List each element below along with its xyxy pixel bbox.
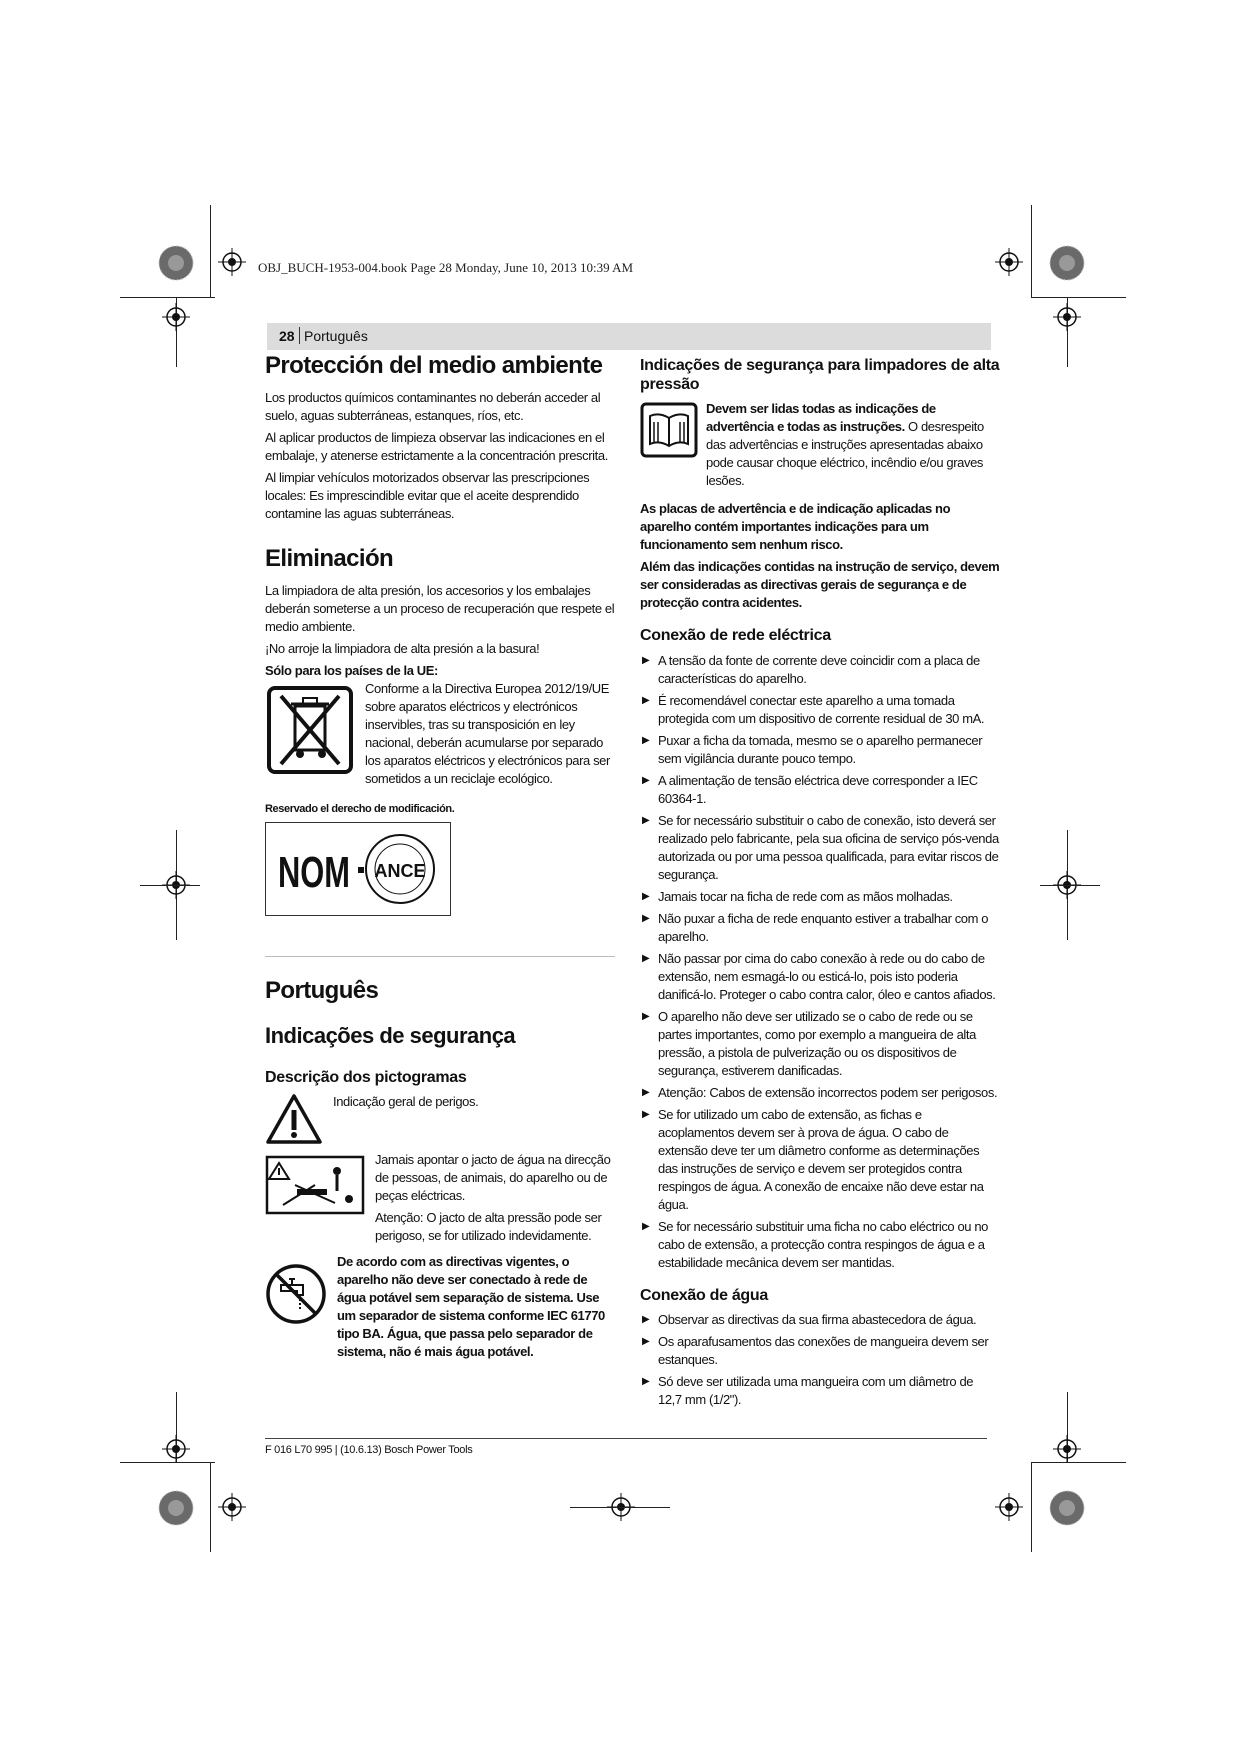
disposal-paragraph: La limpiadora de alta presión, los accesorios y los embalajes deberán someterse a un proceso de recuperación que respete el medio ambiente. [265, 582, 615, 634]
disposal-paragraph: ¡No arroje la limpiadora de alta presión a la basura! [265, 640, 540, 656]
color-calibration-wheel-icon [1049, 245, 1085, 281]
bullet-arrow-icon: ▶ [642, 1108, 650, 1120]
bullet-arrow-icon: ▶ [642, 1375, 650, 1387]
water-jet-row [265, 1151, 615, 1249]
safety-title: Indicações de segurança [265, 1023, 516, 1049]
list-item: ▶ Se for utilizado um cabo de extensão, as fichas e acoplamentos devem ser à prova de água. O cabo de extensão deve ter um diâmetro conforme as determinações das instruções de serviço e devem ser protegidos contra respingos de água. A conexão de encaixe não deve estar na água. [642, 1106, 984, 1212]
no-drinking-water-connection-icon [265, 1263, 327, 1325]
section-language: Português [304, 328, 368, 344]
water-connection-list [640, 1311, 1000, 1409]
registration-mark-icon [995, 248, 1023, 276]
bullet-arrow-icon: ▶ [642, 734, 650, 746]
color-calibration-wheel-icon [1049, 1490, 1085, 1526]
general-danger-row [265, 1093, 615, 1145]
registration-mark-icon [162, 1435, 190, 1463]
list-item: ▶ Atenção: Cabos de extensão incorrectos podem ser perigosos. [642, 1084, 998, 1100]
list-item: ▶ Puxar a ficha da tomada, mesmo se o aparelho permanecer sem vigilância durante pouco tempo. [642, 732, 983, 766]
list-item: ▶ Observar as directivas da sua firma abastecedora de água. [642, 1311, 977, 1327]
bullet-arrow-icon: ▶ [642, 694, 650, 706]
list-item: ▶ Não puxar a ficha de rede enquanto estiver a trabalhar com o aparelho. [642, 910, 989, 944]
ance-logo-text: ANCE [374, 860, 426, 881]
bullet-arrow-icon: ▶ [642, 1220, 650, 1232]
footer-text: F 016 L70 995 | (10.6.13) Bosch Power Tools [265, 1444, 473, 1456]
list-item: ▶ A tensão da fonte de corrente deve coincidir com a placa de características do aparelho. [642, 652, 980, 686]
bullet-arrow-icon: ▶ [642, 952, 650, 964]
separator [299, 327, 300, 344]
list-item: ▶ Os aparafusamentos das conexões de mangueira devem ser estanques. [642, 1333, 989, 1367]
bullet-arrow-icon: ▶ [642, 912, 650, 924]
list-item: ▶ Não passar por cima do cabo conexão à rede ou do cabo de extensão, nem esmagá-lo ou esticá-lo, pois isto poderia danificá-lo. Proteger o cabo contra calor, óleo e cantos afiados. [642, 950, 996, 1002]
nom-logo-text: NOM [278, 847, 350, 897]
section-bar [267, 323, 991, 350]
color-calibration-wheel-icon [158, 245, 194, 281]
registration-mark-icon [1053, 303, 1081, 331]
registration-mark-icon [995, 1493, 1023, 1521]
read-manual-icon [640, 402, 698, 458]
read-instructions-text [706, 400, 1000, 490]
nom-ance-logo-box [265, 822, 451, 916]
mains-connection-list [640, 652, 1000, 1272]
section-divider [265, 956, 615, 957]
bullet-arrow-icon: ▶ [642, 890, 650, 902]
water-jet-text [375, 1151, 615, 1249]
env-title: Protección del medio ambiente [265, 352, 603, 379]
list-item: ▶ É recomendável conectar este aparelho a uma tomada protegida com um dispositivo de corrente residual de 30 mA. [642, 692, 985, 726]
right-column [640, 356, 1000, 1413]
eu-only-label: Sólo para los países de la UE: [265, 662, 438, 678]
bullet-arrow-icon: ▶ [642, 1086, 650, 1098]
registration-mark-icon [218, 1493, 246, 1521]
bullet-arrow-icon: ▶ [642, 1010, 650, 1022]
page-number: 28 [279, 328, 295, 344]
list-item: ▶ O aparelho não deve ser utilizado se o cabo de rede ou se partes importantes, como por exemplo a mangueira de alta pressão, a pistola de pulverização ou os dispositivos de segurança, estiverem danificadas. [642, 1008, 976, 1078]
crossed-out-bin-icon [265, 684, 355, 776]
env-paragraph: Los productos químicos contaminantes no deberán acceder al suelo, aguas subterráneas, estanques, ríos, etc. [265, 389, 601, 423]
registration-mark-icon [218, 248, 246, 276]
footer-rule [265, 1438, 987, 1439]
left-column [265, 352, 615, 1369]
water-jet-warning-icon [265, 1155, 365, 1215]
color-calibration-wheel-icon [158, 1490, 194, 1526]
general-danger-text: Indicação geral de perigos. [333, 1093, 479, 1109]
disposal-title: Eliminación [265, 544, 394, 572]
read-instructions-row [640, 400, 1000, 494]
bullet-arrow-icon: ▶ [642, 1335, 650, 1347]
list-item: ▶ A alimentação de tensão eléctrica deve corresponder a IEC 60364-1. [642, 772, 978, 806]
reserved-notice: Reservado el derecho de modificación. [265, 802, 455, 815]
water-network-row [265, 1253, 615, 1365]
weee-block [265, 680, 615, 792]
read-instructions-bold: Devem ser lidas todas as indicações de advertência e todas as instruções. [706, 401, 936, 435]
general-rules-text: Além das indicações contidas na instrução de serviço, devem ser consideradas as directivas gerais de segurança e de protecção contra acidentes. [640, 559, 1000, 611]
warning-plates-text: As placas de advertência e de indicação aplicadas no aparelho contém importantes indicações para um funcionamento sem nenhum risco. [640, 501, 951, 553]
water-jet-caution: Atenção: O jacto de alta pressão pode ser perigoso, se for utilizado indevidamente. [375, 1209, 602, 1243]
bullet-arrow-icon: ▶ [642, 1313, 650, 1325]
water-connection-title: Conexão de água [640, 1286, 768, 1304]
registration-mark-icon [1053, 1435, 1081, 1463]
list-item: ▶ Só deve ser utilizada uma mangueira com um diâmetro de 12,7 mm (1/2"). [642, 1373, 974, 1407]
list-item: ▶ Se for necessário substituir uma ficha no cabo eléctrico ou no cabo de extensão, a protecção contra respingos de água e a estabilidade mecânica devem ser mantidas. [642, 1218, 989, 1270]
bullet-arrow-icon: ▶ [642, 814, 650, 826]
weee-text: Conforme a la Directiva Europea 2012/19/UE sobre aparatos eléctricos y electrónicos inservibles, tras su transposición en ley nacional, deberán acumularse por separado los aparatos eléctricos y electrónicos para ser sometidos a un reciclaje ecológico. [365, 680, 610, 786]
list-item: ▶ Se for necessário substituir o cabo de conexão, isto deverá ser realizado pelo fabricante, pela sua oficina de serviço pós-venda autorizada ou por uma pessoa qualificada, para evitar riscos de segurança. [642, 812, 999, 882]
portuguese-title: Português [265, 976, 379, 1004]
warning-triangle-icon [265, 1093, 323, 1145]
hp-safety-title: Indicações de segurança para limpadores de alta pressão [640, 357, 1000, 394]
nom-ance-certification-logo [266, 823, 450, 915]
env-paragraph: Al aplicar productos de limpieza observar las indicaciones en el embalaje, y atenerse estrictamente a la concentración prescrita. [265, 429, 608, 463]
bullet-arrow-icon: ▶ [642, 774, 650, 786]
bullet-arrow-icon: ▶ [642, 654, 650, 666]
pictograms-title: Descrição dos pictogramas [265, 1068, 467, 1086]
list-item: ▶ Jamais tocar na ficha de rede com as mãos molhadas. [642, 888, 953, 904]
registration-mark-icon [162, 303, 190, 331]
mains-connection-title: Conexão de rede eléctrica [640, 627, 831, 645]
env-paragraph: Al limpiar vehículos motorizados observar las prescripciones locales: Es imprescindible evitar que el aceite desprendido contamine las aguas subterráneas. [265, 469, 590, 521]
water-jet-warning: Jamais apontar o jacto de água na direcção de pessoas, de animais, do aparelho ou de peças eléctricas. [375, 1151, 611, 1203]
water-network-text: De acordo com as directivas vigentes, o aparelho não deve ser conectado à rede de água potável sem separação de sistema. Use um separador de sistema conforme IEC 61770 tipo BA. Água, que passa pelo separador de sistema, não é mais água potável. [337, 1253, 605, 1359]
read-instructions-rest: O desrespeito das advertências e instruções apresentadas abaixo pode causar choque eléctrico, incêndio e/ou graves lesões. [706, 419, 984, 489]
file-info-header: OBJ_BUCH-1953-004.book Page 28 Monday, June 10, 2013 10:39 AM [258, 260, 634, 275]
